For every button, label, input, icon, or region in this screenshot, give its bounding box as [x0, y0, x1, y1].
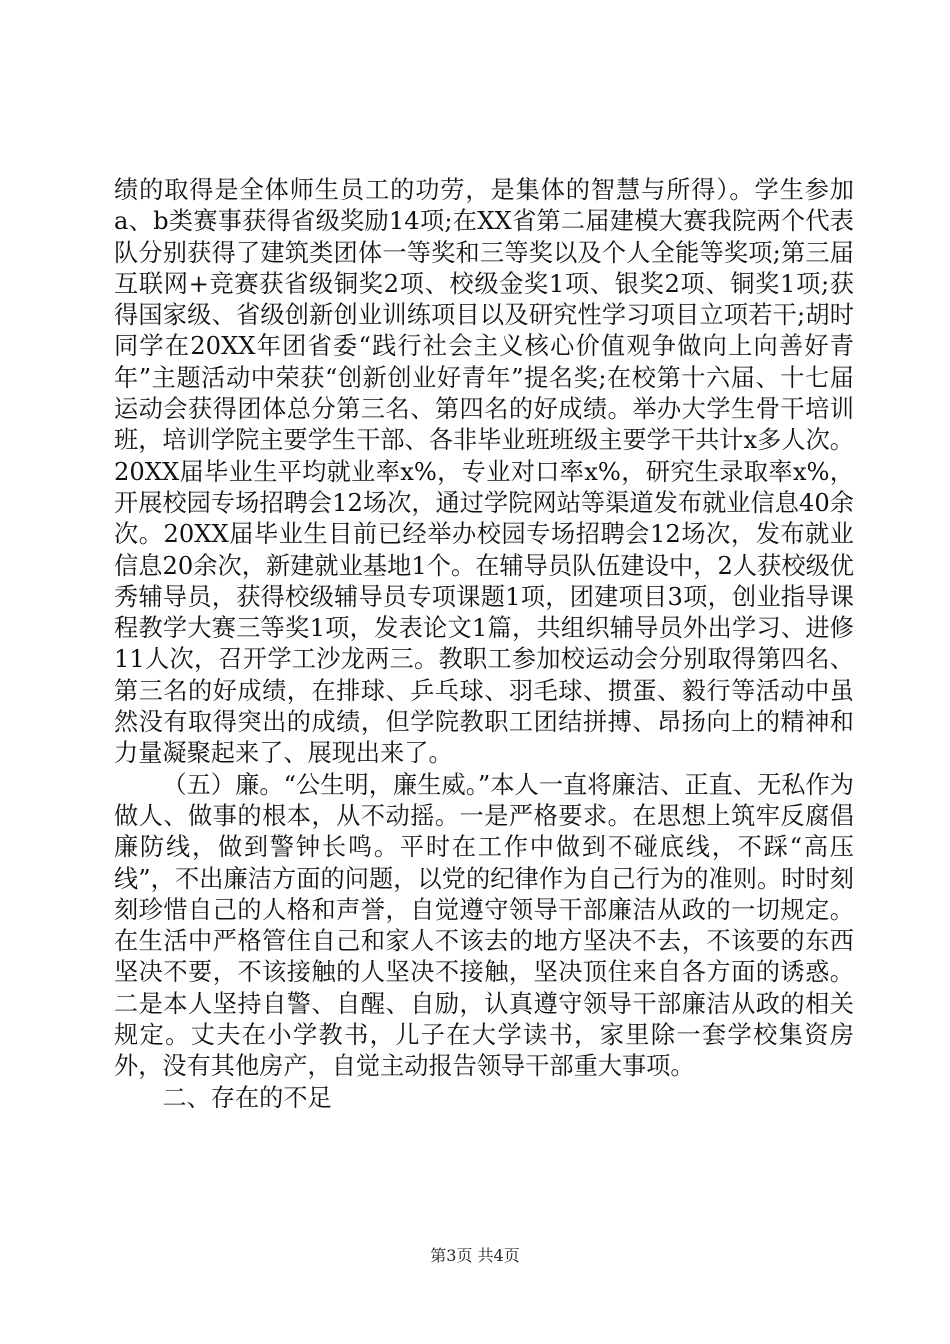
section-heading-shortcomings: 二、存在的不足 [162, 1083, 332, 1112]
paragraph-integrity: （五）廉。“公生明，廉生威。”本人一直将廉洁、正直、无私作为做人、做事的根本，从不动摇。一是严格要求。在思想上筑牢反腐倡廉防线，做到警钟长鸣。平时在工作中做到不碰底线，不踩“高压线”，不出廉洁方面的问题，以党的纪律作为自己行为的准则。时时刻刻珍惜自己的人格和声誉，自觉遵守领导干部廉洁从政的一切规定。在生活中严格管住自己和家人不该去的地方坚决不去，不该要的东西坚决不要，不该接触的人坚决不接触，坚决顶住来自各方面的诱惑。二是本人坚持自警、自醒、自励，认真遵守领导干部廉洁从政的相关规定。丈夫在小学教书，儿子在大学读书，家里除一套学校集资房外，没有其他房产，自觉主动报告领导干部重大事项。 [114, 770, 854, 1081]
document-body [114, 175, 854, 1114]
page-footer: 第3页 共4页 [430, 1246, 520, 1265]
paragraph-achievements: 绩的取得是全体师生员工的功劳，是集体的智慧与所得）。学生参加a、b类赛事获得省级奖励14项;在XX省第二届建模大赛我院两个代表队分别获得了建筑类团体一等奖和三等奖以及个人全能等奖项;第三届互联网+竞赛获省级铜奖2项、校级金奖1项、银奖2项、铜奖1项;获得国家级、省级创新创业训练项目以及研究性学习项目立项若干;胡时同学在20XX年团省委“践行社会主义核心价值观争做向上向善好青年”主题活动中荣获“创新创业好青年”提名奖;在校第十六届、十七届运动会获得团体总分第三名、第四名的好成绩。举办大学生骨干培训班，培训学院主要学生干部、各非毕业班班级主要学干共计x多人次。20XX届毕业生平均就业率x%，专业对口率x%，研究生录取率x%，开展校园专场招聘会12场次，通过学院网站等渠道发布就业信息40余次。20XX届毕业生目前已经举办校园专场招聘会12场次，发布就业信息20余次，新建就业基地1个。在辅导员队伍建设中，2人获校级优秀辅导员，获得校级辅导员专项课题1项，团建项目3项，创业指导课程教学大赛三等奖1项，发表论文1篇，共组织辅导员外出学习、进修11人次，召开学工沙龙两三。教职工参加校运动会分别取得第四名、第三名的好成绩，在排球、乒乓球、羽毛球、掼蛋、毅行等活动中虽然没有取得突出的成绩，但学院教职工团结拼搏、昂扬向上的精神和力量凝聚起来了、展现出来了。 [114, 176, 854, 768]
